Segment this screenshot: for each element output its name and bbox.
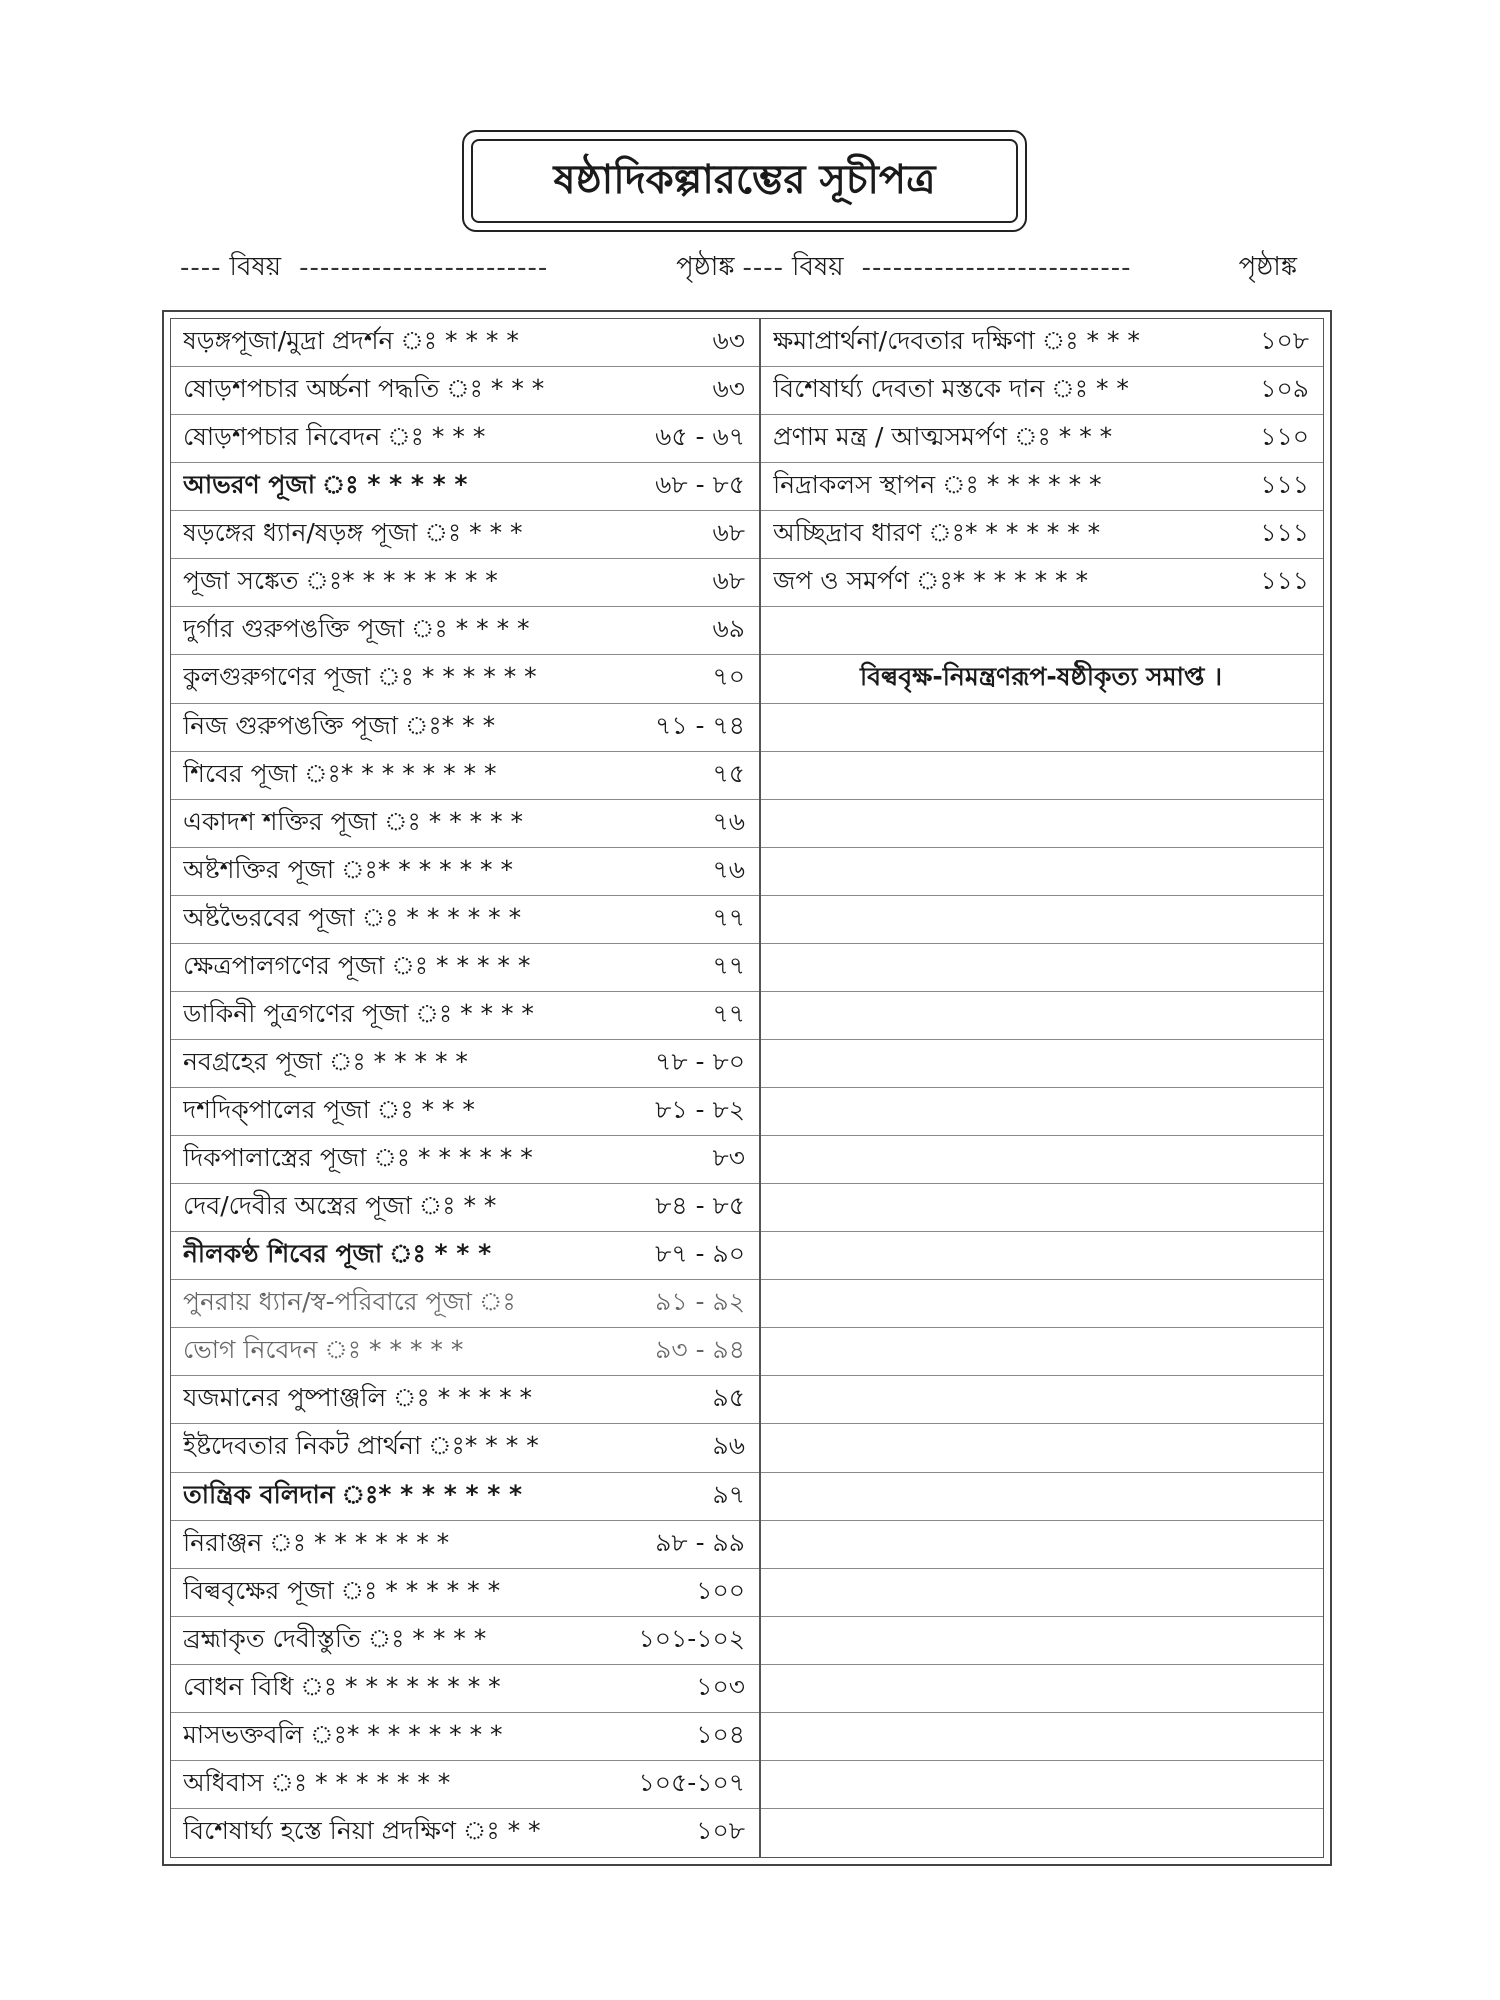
- table-row: [761, 367, 1323, 415]
- title-frame: [462, 130, 1027, 232]
- empty-row: [761, 1424, 1323, 1472]
- table-row: [171, 992, 759, 1040]
- empty-row: [761, 1376, 1323, 1424]
- entry-title: পুনরায় ধ্যান/স্ব-পরিবারে পূজা ঃ: [183, 1287, 516, 1317]
- empty-row: [761, 992, 1323, 1040]
- entry-title: যজমানের পুষ্পাঞ্জলি ঃ * * * * *: [183, 1383, 533, 1413]
- table-row: [171, 752, 759, 800]
- entry-title: দুর্গার গুরুপঙক্তি পূজা ঃ * * * *: [183, 614, 530, 644]
- entry-title: বিল্ববৃক্ষের পূজা ঃ * * * * * *: [183, 1575, 501, 1605]
- entry-title: অধিবাস ঃ * * * * * * *: [183, 1767, 451, 1797]
- empty-row: [761, 896, 1323, 944]
- entry-page: ৮৭ - ৯০: [655, 1239, 745, 1269]
- entry-page: ১০৮: [696, 1816, 745, 1846]
- entry-page: ৬৫ - ৬৭: [655, 422, 745, 452]
- empty-row: [761, 1761, 1323, 1809]
- empty-row: [761, 752, 1323, 800]
- entry-title: কুলগুরুগণের পূজা ঃ * * * * * *: [183, 662, 537, 692]
- entry-title: একাদশ শক্তির পূজা ঃ * * * * *: [183, 806, 524, 836]
- table-row: [171, 1761, 759, 1809]
- table-row: [171, 1665, 759, 1713]
- entry-page: ৭৭: [712, 902, 745, 932]
- empty-row: [761, 1665, 1323, 1713]
- table-row: [171, 1088, 759, 1136]
- entry-page: ৬৮: [712, 518, 745, 548]
- entry-title: বোধন বিধি ঃ * * * * * * * *: [183, 1671, 501, 1701]
- entry-page: ৬৮: [712, 566, 745, 596]
- table-row: [171, 1569, 759, 1617]
- empty-row: [761, 1184, 1323, 1232]
- entry-page: ৮৪ - ৮৫: [655, 1191, 745, 1221]
- entry-page: ৬৯: [712, 614, 745, 644]
- table-row: [761, 463, 1323, 511]
- entry-title: আভরণ পূজা ঃ * * * * *: [183, 470, 468, 500]
- table-row: [171, 1521, 759, 1569]
- table-row: [171, 367, 759, 415]
- table-row: [171, 1376, 759, 1424]
- entry-page: ৭৫: [712, 758, 745, 788]
- empty-row: [761, 704, 1323, 752]
- table-row: [171, 655, 759, 703]
- header-page-left: পৃষ্ঠাঙ্ক: [676, 252, 735, 282]
- entry-page: ৯১ - ৯২: [655, 1287, 745, 1317]
- entry-title: পূজা সঙ্কেত ঃ* * * * * * * *: [183, 566, 498, 596]
- entry-page: ৯৭: [712, 1479, 745, 1509]
- table-row: [171, 319, 759, 367]
- page-title: ষষ্ঠাদিকল্পারম্ভের সূচীপত্র: [471, 139, 1018, 223]
- header-subject-left: বিষয়: [229, 252, 282, 282]
- entry-page: ৭৬: [712, 854, 745, 884]
- entry-page: ৯৮ - ৯৯: [655, 1527, 745, 1557]
- entry-page: ১০৪: [696, 1719, 745, 1749]
- table-row: [171, 704, 759, 752]
- entry-page: ৭৮ - ৮০: [655, 1046, 745, 1076]
- entry-title: অচ্ছিদ্রাব ধারণ ঃ* * * * * * *: [773, 518, 1101, 548]
- header-page-right: পৃষ্ঠাঙ্ক: [1238, 252, 1297, 282]
- entry-title: ষড়ঙ্গপূজা/মুদ্রা প্রদর্শন ঃ * * * *: [183, 326, 519, 356]
- table-row: [171, 1280, 759, 1328]
- entry-page: ৬৩: [712, 326, 745, 356]
- table-row: [171, 944, 759, 992]
- empty-row: [761, 1569, 1323, 1617]
- empty-row: [761, 1040, 1323, 1088]
- empty-row: [761, 1280, 1323, 1328]
- entry-title: জপ ও সমর্পণ ঃ* * * * * * *: [773, 566, 1088, 596]
- empty-row: [761, 1617, 1323, 1665]
- header-subject-right: বিষয়: [792, 252, 844, 282]
- contents-table-inner: [170, 318, 1324, 1858]
- table-row: [171, 1617, 759, 1665]
- table-row: [171, 1328, 759, 1376]
- table-row: [761, 511, 1323, 559]
- table-row: [171, 1040, 759, 1088]
- entry-title: ভোগ নিবেদন ঃ * * * * *: [183, 1335, 464, 1365]
- entry-title: ব্রহ্মাকৃত দেবীস্তুতি ঃ * * * *: [183, 1623, 487, 1653]
- entry-title: নিরাঞ্জন ঃ * * * * * * *: [183, 1527, 450, 1557]
- entry-title: অষ্টশক্তির পূজা ঃ* * * * * * *: [183, 854, 513, 884]
- empty-row: [761, 1136, 1323, 1184]
- empty-row: [761, 607, 1323, 655]
- entry-title: বিশেষার্ঘ্য দেবতা মস্তকে দান ঃ * *: [773, 374, 1129, 404]
- table-row: [171, 607, 759, 655]
- column-header: [180, 248, 1305, 288]
- entry-page: ১১১: [1260, 566, 1309, 596]
- table-row: [171, 1136, 759, 1184]
- table-row: [171, 1713, 759, 1761]
- empty-row: [761, 800, 1323, 848]
- entry-page: ৭৭: [712, 998, 745, 1028]
- entry-page: ১১১: [1260, 518, 1309, 548]
- entry-page: ১০৫-১০৭: [638, 1767, 745, 1797]
- entry-title: প্রণাম মন্ত্র / আত্মসমর্পণ ঃ * * *: [773, 422, 1113, 452]
- entry-title: শিবের পূজা ঃ* * * * * * * *: [183, 758, 497, 788]
- table-row: [171, 1232, 759, 1280]
- table-row: [171, 896, 759, 944]
- table-row: [171, 1809, 759, 1857]
- table-row: [171, 463, 759, 511]
- table-row: [761, 415, 1323, 463]
- table-row: [171, 848, 759, 896]
- entry-page: ৭৭: [712, 950, 745, 980]
- entry-page: ১০০: [696, 1575, 745, 1605]
- entry-title: অষ্টভৈরবের পূজা ঃ * * * * * *: [183, 902, 522, 932]
- entry-title: মাসভক্তবলি ঃ* * * * * * * *: [183, 1719, 503, 1749]
- entry-page: ৯৫: [712, 1383, 745, 1413]
- table-row: [171, 415, 759, 463]
- entry-page: ৯৩ - ৯৪: [655, 1335, 745, 1365]
- empty-row: [761, 1521, 1323, 1569]
- table-row: [171, 1184, 759, 1232]
- entry-title: ষোড়শপচার অর্চ্চনা পদ্ধতি ঃ * * *: [183, 374, 545, 404]
- empty-row: [761, 848, 1323, 896]
- right-column: [761, 319, 1323, 1857]
- header-dash: ----: [180, 253, 222, 283]
- entry-page: ৮১ - ৮২: [655, 1095, 745, 1125]
- table-row: [761, 319, 1323, 367]
- left-column: [171, 319, 761, 1857]
- entry-title: ষোড়শপচার নিবেদন ঃ * * *: [183, 422, 486, 452]
- contents-table: [162, 310, 1332, 1866]
- entry-page: ১০৯: [1260, 374, 1309, 404]
- entry-title: দশদিক্পালের পূজা ঃ * * *: [183, 1095, 475, 1125]
- closing-note: বিল্ববৃক্ষ-নিমন্ত্রণরূপ-ষষ্ঠীকৃত্য সমাপ্ত ।: [761, 655, 1323, 703]
- empty-row: [761, 944, 1323, 992]
- entry-page: ১১১: [1260, 470, 1309, 500]
- header-dash: ----: [742, 253, 785, 283]
- entry-title: বিশেষার্ঘ্য হস্তে নিয়া প্রদক্ষিণ ঃ * *: [183, 1816, 541, 1846]
- entry-title: নিজ গুরুপঙক্তি পূজা ঃ* * *: [183, 710, 496, 740]
- empty-row: [761, 1713, 1323, 1761]
- entry-page: ৭০: [712, 662, 745, 692]
- entry-title: ষড়ঙ্গের ধ্যান/ষড়ঙ্গ পূজা ঃ * * *: [183, 518, 523, 548]
- entry-page: ১০৩: [696, 1671, 745, 1701]
- entry-title: ডাকিনী পুত্রগণের পূজা ঃ * * * *: [183, 998, 534, 1028]
- entry-title: নীলকণ্ঠ শিবের পূজা ঃ * * *: [183, 1239, 492, 1269]
- entry-title: নবগ্রহের পূজা ঃ * * * * *: [183, 1046, 468, 1076]
- table-row: [171, 511, 759, 559]
- entry-title: ক্ষমাপ্রার্থনা/দেবতার দক্ষিণা ঃ * * *: [773, 326, 1140, 356]
- table-row: [171, 800, 759, 848]
- entry-title: ইষ্টদেবতার নিকট প্রার্থনা ঃ* * * *: [183, 1431, 539, 1461]
- entry-title: ক্ষেত্রপালগণের পূজা ঃ * * * * *: [183, 950, 531, 980]
- entry-page: ৬৩: [712, 374, 745, 404]
- entry-title: দিকপালাস্ত্রের পূজা ঃ * * * * * *: [183, 1143, 533, 1173]
- entry-page: ১১০: [1260, 422, 1309, 452]
- header-filler-left: ------------------------: [299, 253, 549, 283]
- table-row: [171, 559, 759, 607]
- table-row: [171, 1424, 759, 1472]
- empty-row: [761, 1809, 1323, 1857]
- table-row: [761, 559, 1323, 607]
- entry-title: তান্ত্রিক বলিদান ঃ* * * * * * *: [183, 1479, 523, 1509]
- empty-row: [761, 1328, 1323, 1376]
- entry-page: ৭১ - ৭৪: [655, 710, 745, 740]
- header-filler-right: --------------------------: [861, 253, 1132, 283]
- empty-row: [761, 1088, 1323, 1136]
- table-row: [171, 1473, 759, 1521]
- entry-page: ৮৩: [712, 1143, 745, 1173]
- entry-page: ৯৬: [712, 1431, 745, 1461]
- entry-page: ১০৮: [1260, 326, 1309, 356]
- entry-page: ৭৬: [712, 806, 745, 836]
- empty-row: [761, 1473, 1323, 1521]
- empty-row: [761, 1232, 1323, 1280]
- entry-title: দেব/দেবীর অস্ত্রের পূজা ঃ * *: [183, 1191, 497, 1221]
- entry-page: ১০১-১০২: [638, 1623, 745, 1653]
- entry-page: ৬৮ - ৮৫: [655, 470, 745, 500]
- entry-title: নিদ্রাকলস স্থাপন ঃ * * * * * *: [773, 470, 1102, 500]
